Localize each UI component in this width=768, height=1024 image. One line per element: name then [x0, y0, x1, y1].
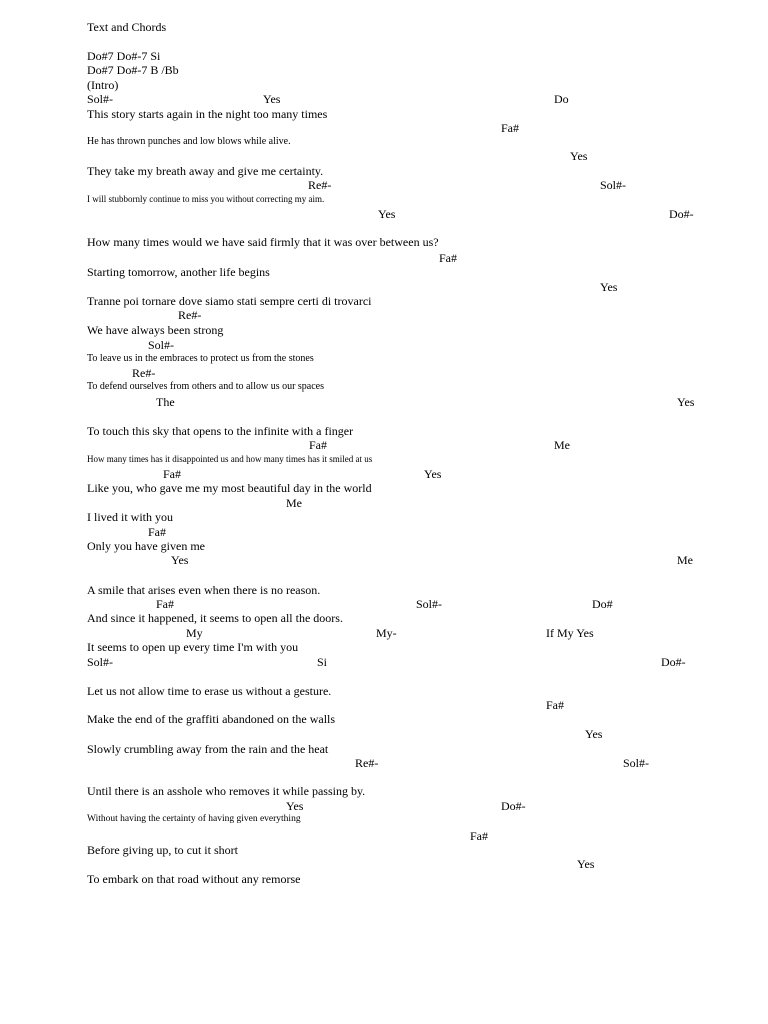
chord: Do [554, 92, 569, 106]
header-line: (Intro) [87, 78, 119, 92]
lyric-line: To touch this sky that opens to the infinite with a finger [87, 424, 354, 438]
chord: Fa# [439, 251, 457, 265]
chord: Yes [424, 467, 442, 481]
lyric-line: To leave us in the embraces to protect us from the stones [87, 353, 314, 364]
lyric-line: And since it happened, it seems to open all the doors. [87, 611, 343, 625]
lyric-line: We have always been strong [87, 323, 224, 337]
lyric-line: A smile that arises even when there is no reason. [87, 583, 321, 597]
chord: Yes [263, 92, 281, 106]
lyric-line: Slowly crumbling away from the rain and the heat [87, 742, 329, 756]
chord: Do# [592, 597, 613, 611]
chord: Yes [600, 280, 618, 294]
chord: My [186, 626, 203, 640]
lyric-line: Until there is an asshole who removes it while passing by. [87, 784, 366, 798]
lyric-line: It seems to open up every time I'm with you [87, 640, 299, 654]
lyric-line: Tranne poi tornare dove siamo stati sempre certi di trovarci [87, 294, 372, 308]
chord: Fa# [546, 698, 564, 712]
lyric-line: I lived it with you [87, 510, 173, 524]
lyric-line: Let us not allow time to erase us without a gesture. [87, 684, 332, 698]
chord: Re#- [308, 178, 332, 192]
lyric-line: To embark on that road without any remorse [87, 872, 301, 886]
chord: Sol#- [600, 178, 627, 192]
lyric-line: Starting tomorrow, another life begins [87, 265, 270, 279]
chord: Sol#- [416, 597, 443, 611]
chord: Me [677, 553, 693, 567]
chord: Fa# [470, 829, 488, 843]
lyric-line: I will stubbornly continue to miss you without correcting my aim. [87, 194, 325, 204]
lyric-line: Only you have given me [87, 539, 205, 553]
chord: My- [376, 626, 397, 640]
chord: Sol#- [87, 655, 114, 669]
chord: Me [554, 438, 570, 452]
chord: Do#- [501, 799, 526, 813]
chord: Do#- [661, 655, 686, 669]
header-line: Do#7 Do#-7 B /Bb [87, 63, 179, 77]
chord: Yes [677, 395, 695, 409]
lyric-line: Make the end of the graffiti abandoned on the walls [87, 712, 336, 726]
lyric-line: Before giving up, to cut it short [87, 843, 238, 857]
chord: If My Yes [546, 626, 594, 640]
chord: Yes [577, 857, 595, 871]
chord: Fa# [163, 467, 181, 481]
chord: Re#- [355, 756, 379, 770]
chord: Re#- [178, 308, 202, 322]
lyric-line: To defend ourselves from others and to allow us our spaces [87, 381, 325, 392]
chord: Yes [570, 149, 588, 163]
chord: Fa# [148, 525, 166, 539]
lyric-line: How many times has it disappointed us and how many times has it smiled at us [87, 454, 373, 464]
chord: Fa# [501, 121, 519, 135]
chord: Yes [171, 553, 189, 567]
chord: Si [317, 655, 328, 669]
chord: The [156, 395, 175, 409]
lyric-line: Like you, who gave me my most beautiful day in the world [87, 481, 372, 495]
lyric-line: Without having the certainty of having given everything [87, 814, 301, 824]
lyric-line: How many times would we have said firmly that it was over between us? [87, 235, 439, 249]
lyric-line: They take my breath away and give me certainty. [87, 164, 324, 178]
chord: Me [286, 496, 302, 510]
chord: Yes [585, 727, 603, 741]
chord: Fa# [156, 597, 174, 611]
chord: Sol#- [623, 756, 650, 770]
chord: Do#- [669, 207, 694, 221]
lyric-line: This story starts again in the night too many times [87, 107, 328, 121]
chord: Fa# [309, 438, 327, 452]
lyric-line: He has thrown punches and low blows while alive. [87, 136, 291, 147]
chord: Yes [378, 207, 396, 221]
document-title: Text and Chords [87, 20, 167, 34]
chord: Sol#- [87, 92, 114, 106]
chord: Re#- [132, 366, 156, 380]
chord: Sol#- [148, 338, 175, 352]
chord: Yes [286, 799, 304, 813]
header-line: Do#7 Do#-7 Si [87, 49, 161, 63]
